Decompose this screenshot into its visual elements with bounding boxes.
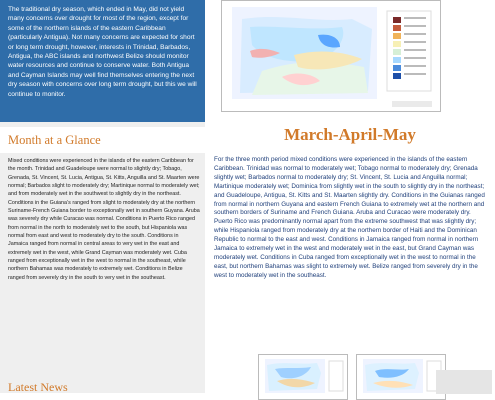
main-body-text [214, 156, 490, 281]
intro-text: The traditional dry season, which ended in May, did not yield many concerns over drought for most of the region, except for some of the northern islands of the eastern Caribbean (particularly Antigua). Not many concerns are expected for short or long term drought, however, interests in Trinidad, Barbados, Antigua, the ABC islands and northwest Belize should monitor water resources and continue to conserve water. Both Antigua and Cayman Islands may well find themselves entering the next dry season with concerns over long term drought, but this we will continue to monitor. [8, 6, 197, 98]
map-top-figure [222, 1, 440, 111]
map-small-right-figure [357, 355, 445, 399]
map-small-right [356, 354, 446, 400]
map-top [221, 0, 441, 112]
section-title: March-April-May [284, 125, 416, 144]
latest-news-label: Latest News [8, 380, 68, 394]
map-small-left [258, 354, 348, 400]
map-small-left-figure [259, 355, 347, 399]
intro-box [0, 0, 205, 122]
decorative-shadow [436, 370, 492, 394]
month-at-a-glance-heading: Month at a Glance [0, 127, 205, 153]
month-text: Mixed conditions were experienced in the islands of the eastern Caribbean for the month. Trinidad and Guadeloupe were normal to slightly dry; Tobago, Grenada, St. Vincent, St. Lucia, Antigua, St. Kitts, Anguilla and St. Maarten were normal; Barbados slight to moderately dry; Martinique normal to moderately wet; and from moderately wet in the southwest to slightly dry in the northeast. Conditions in the Guiana’s ranged from slight to moderately dry at the northern Suriname-French Guiana border to exceptionally wet in southern Guyana. Aruba was severely dry while Curacao was normal. Conditions in Puerto Rico ranged from normal in the north to moderately wet to the south, but Hispaniola was normal from east and west to moderately dry to the south. Conditions in Jamaica ranged from normal in central areas to very wet in the east and extremely wet in the west, while Grand Cayman was moderately wet. Cuba ranged from exceptionally wet in the west to normal in the southeast, while northern Bahamas was moderately to extremely wet. Conditions in Belize ranged from severely dry in the south to very wet in the southeast. [8, 158, 200, 281]
sidebar [0, 0, 205, 400]
latest-news-heading [0, 380, 205, 400]
month-at-a-glance-text [8, 157, 200, 282]
main-body-paragraph: For the three month period mixed conditions were experienced in the islands of the eastern Caribbean. Trinidad was normal to moderately wet; Tobago normal to moderately dry; Grenada slightly wet; Barbados normal to moderately dry; St. Vincent, St. Lucia and Anguilla normal; Martinique moderately wet; Dominica from slightly wet in the south to slightly dry in the northeast; and Guadeloupe, Antigua, St. Kitts and St. Maarten slightly dry. Conditions in the Guianas ranged from normal in northern Guyana and eastern French Guiana to extremely wet at the northern and southern borders of Suriname and French Guiana. Aruba and Curacao were moderately dry. Puerto Rico was predominantly normal apart from the extreme southwest that was slightly dry; while Hispaniola ranged from moderately dry at the northern border of Haiti and the Dominican Republic to normal to the east and west. Conditions in Jamaica ranged from normal in northern Jamaica to extremely wet in the west and moderately wet in the east, but Grand Cayman was moderately wet. Conditions in Cuba ranged from exceptionally wet in the west to normal in the east, but northern Bahamas was slight to extremely wet. Belize ranged from severely dry in the west to moderately wet in the southeast. [214, 156, 485, 279]
